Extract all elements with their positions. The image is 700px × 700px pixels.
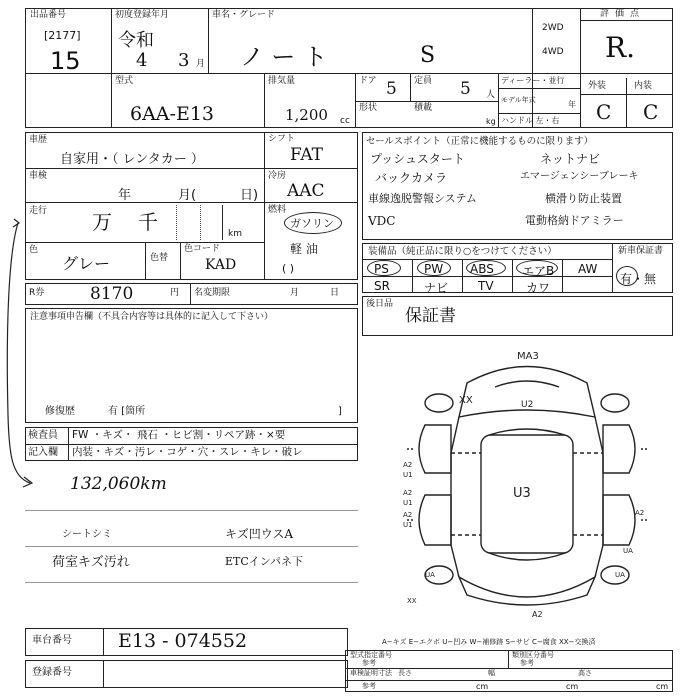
cm-unit: cm xyxy=(476,682,489,691)
col-line xyxy=(145,242,146,280)
shift-label: シフト xyxy=(268,134,296,144)
equip-navi: ナビ xyxy=(424,281,449,295)
col-line xyxy=(532,8,533,128)
load-label: 積載 xyxy=(414,103,433,113)
history-value: 自家用・（ レンタカー ） xyxy=(60,152,204,167)
diagram-mark: UA xyxy=(615,571,625,579)
diagram-mark: A2 xyxy=(403,511,413,519)
col-line xyxy=(508,650,509,668)
shape-label: 形状 xyxy=(359,103,378,113)
first-reg-era: 令和 xyxy=(118,30,154,51)
equip-tv: TV xyxy=(478,279,494,293)
col-line xyxy=(462,259,463,293)
col-line xyxy=(208,8,209,73)
equip-aw: AW xyxy=(578,262,598,276)
sales-point-item: 横滑り防止装置 xyxy=(545,192,622,205)
registration-frame xyxy=(25,660,348,688)
circle-abs xyxy=(466,260,506,276)
cooling-value: AAC xyxy=(287,181,325,201)
header-frame xyxy=(25,8,673,128)
repair-value: 有 [箇所 xyxy=(108,406,146,417)
sales-point-item: 電動格納ドアミラー xyxy=(525,214,624,227)
diagram-mark: UA xyxy=(425,571,435,579)
lot-no-label: 出品番号 xyxy=(30,10,67,20)
4wd-label: 4WD xyxy=(542,47,564,57)
recycle-value: 8170 xyxy=(90,284,134,304)
mileage-man: 万 xyxy=(92,210,112,234)
first-reg-year: 4 xyxy=(136,50,148,71)
eval-score: R. xyxy=(605,31,635,64)
circle-airbag xyxy=(516,260,558,276)
fuel-diesel: 軽 油 xyxy=(290,242,318,256)
type-value: 6AA-E13 xyxy=(130,103,214,125)
mileage-label: 走行 xyxy=(29,206,48,216)
note-line xyxy=(25,546,358,547)
hw-scratch: キズ凹ウスA xyxy=(225,527,294,541)
writer-label: 記入欄 xyxy=(28,447,58,458)
exterior-label: 外装 xyxy=(588,81,607,91)
eval-label: 評価点 xyxy=(600,9,646,19)
shift-value: FAT xyxy=(290,145,324,165)
diagram-mark: A2 xyxy=(403,461,413,469)
stock-no: [2177] xyxy=(44,29,81,42)
sales-point-item: プッシュスタート xyxy=(370,152,465,166)
equip-leather: カワ xyxy=(526,281,551,295)
col-line xyxy=(612,243,613,293)
fuel-other: ( ) xyxy=(282,262,295,275)
col-line xyxy=(111,8,112,128)
month-unit: 月 xyxy=(196,59,206,69)
col-line xyxy=(412,259,413,293)
exterior-grade: C xyxy=(596,100,612,124)
diagram-mark: U1 xyxy=(403,499,413,507)
door-label: ドア xyxy=(359,76,377,86)
col-line xyxy=(512,259,513,293)
yen-unit: 円 xyxy=(170,288,180,298)
chassis-label: 車台番号 xyxy=(32,635,72,646)
sales-point-item: ネットナビ xyxy=(540,152,601,166)
cert-frame xyxy=(345,650,673,692)
sales-point-item: エマージェンシーブレーキ xyxy=(520,171,639,182)
body-size-label: 車検証明寸法 xyxy=(350,669,392,677)
diagram-mark: XX xyxy=(459,395,473,406)
color-change-label: 色替 xyxy=(150,253,169,263)
diagram-mark: U1 xyxy=(403,471,413,479)
kg-unit: kg xyxy=(486,117,496,126)
row-line xyxy=(345,668,673,669)
inspector-label: 検査員 xyxy=(28,430,58,441)
cc-unit: cc xyxy=(340,116,350,126)
model-year-label: モデル年式 xyxy=(501,96,536,104)
diagram-mark: UA xyxy=(623,547,633,555)
cm-unit: cm xyxy=(656,682,669,691)
diagram-mark: XX xyxy=(407,597,417,605)
col-line xyxy=(562,259,563,293)
cell-line xyxy=(200,205,201,240)
type-label: 型式 xyxy=(115,76,134,86)
warranty-value: 有・無 xyxy=(620,272,657,286)
diagram-mark: MA3 xyxy=(517,351,539,362)
person-unit: 人 xyxy=(486,90,496,100)
note-line xyxy=(25,510,358,511)
name-change-day: 日 xyxy=(330,288,340,298)
col-line xyxy=(580,8,581,128)
notes-label: 注意事項申告欄（不具合内容等は具体的に記入して下さい） xyxy=(30,312,274,322)
damage-legend: A−キズ E−エクボ U−凹み W−補修跡 S−サビ C−腐食 XX−交換済 xyxy=(382,638,596,646)
width-label: 幅 xyxy=(488,669,495,677)
equipment-label: 装備品（純正品に限り○をつけてください） xyxy=(368,246,557,257)
row-line xyxy=(355,101,498,102)
warranty-circle xyxy=(616,266,638,286)
color-code-value: KAD xyxy=(205,257,237,273)
inspection-year: 年 xyxy=(118,188,132,203)
fuel-gas: ガソリン xyxy=(290,217,334,230)
row-line xyxy=(362,276,612,277)
fuel-gas-circle xyxy=(284,212,342,234)
sales-point-item: VDC xyxy=(368,214,396,228)
ref-label: 参考 xyxy=(362,682,376,690)
dealer-label: ディーラー・並行 xyxy=(501,76,565,85)
hw-mileage: 132,060km xyxy=(70,474,167,494)
col-line xyxy=(103,660,104,688)
header-divider xyxy=(25,73,673,74)
equip-sr: SR xyxy=(374,279,390,293)
fuel-label: 燃料 xyxy=(268,205,287,215)
inspection-month: 月( xyxy=(178,188,197,203)
col-line xyxy=(264,73,265,128)
inspector-row: FW ・キズ・ 飛石 ・ヒビ割・リペア跡・×要 xyxy=(72,429,286,441)
sales-point-item: バックカメラ xyxy=(375,171,448,185)
door-value: 5 xyxy=(386,79,397,99)
ref-label: 参考 xyxy=(520,659,534,667)
cooling-label: 冷房 xyxy=(268,171,287,181)
grade: S xyxy=(420,43,436,68)
row-line xyxy=(25,444,358,445)
cm-unit: cm xyxy=(566,682,579,691)
warranty-label: 新車保証書 xyxy=(618,246,664,256)
ref-label: 参考 xyxy=(362,659,376,667)
col-line xyxy=(103,628,104,656)
col-line xyxy=(264,132,265,280)
equip-ps: PS xyxy=(374,262,389,276)
sales-points-frame xyxy=(362,132,673,240)
hw-seat: シートシミ xyxy=(62,529,112,540)
row-line xyxy=(580,20,673,21)
col-line xyxy=(180,242,181,280)
note-line xyxy=(25,582,358,583)
row-line xyxy=(25,168,358,169)
equip-pw: PW xyxy=(424,262,444,276)
repair-label: 修復歴 xyxy=(45,406,75,417)
row-line xyxy=(345,680,673,681)
hw-cargo: 荷室キズ汚れ xyxy=(52,555,130,570)
after-docs-label: 後日品 xyxy=(366,299,394,309)
col-line xyxy=(626,78,627,128)
registration-label: 登録番号 xyxy=(32,667,72,678)
interior-grade: C xyxy=(643,100,659,124)
car-diagram xyxy=(395,345,660,620)
color-code-label: 色コード xyxy=(184,244,221,254)
km-unit: km xyxy=(228,229,242,239)
name-change-month: 月 xyxy=(290,288,300,298)
length-label: 長さ xyxy=(398,669,412,677)
color-label: 色 xyxy=(29,245,39,255)
row-line xyxy=(498,88,580,89)
circle-ps xyxy=(367,260,401,276)
circle-pw xyxy=(417,260,451,276)
col-line xyxy=(410,73,411,101)
mileage-sen: 千 xyxy=(138,210,158,234)
name-change-label: 名変期限 xyxy=(194,288,231,298)
height-label: 高さ xyxy=(578,669,592,677)
diagram-mark: A2 xyxy=(403,489,413,497)
chassis-value: E13 - 074552 xyxy=(118,630,248,652)
2wd-label: 2WD xyxy=(542,23,564,33)
diagram-mark: U1 xyxy=(403,521,413,529)
diagram-mark: A2 xyxy=(532,610,543,619)
equip-abs: ABS xyxy=(470,262,494,276)
diagram-mark: U3 xyxy=(513,486,531,501)
inspection-label: 車検 xyxy=(29,171,48,181)
recycle-frame xyxy=(25,283,358,305)
hw-etc: ETCインパネ下 xyxy=(225,555,304,568)
history-label: 車歴 xyxy=(29,135,48,145)
inspection-day: 日) xyxy=(240,188,259,203)
year-unit: 年 xyxy=(568,100,576,109)
first-reg-label: 初度登録年月 xyxy=(115,10,170,20)
cell-line xyxy=(176,205,177,240)
col-line xyxy=(190,283,191,305)
repair-close: ] xyxy=(338,406,342,417)
left-arrow xyxy=(0,215,40,495)
model-label: 車名・グレード xyxy=(212,10,276,20)
sales-points-label: セールスポイント（正常に機能するものに限ります） xyxy=(366,136,594,147)
displacement-value: 1,200 xyxy=(285,106,328,124)
recycle-label: R券 xyxy=(29,288,45,298)
cat-label: 類別区分番号 xyxy=(512,651,554,659)
color-value: グレー xyxy=(62,254,111,273)
interior-label: 内装 xyxy=(634,81,653,91)
col-line xyxy=(498,73,499,128)
row-line xyxy=(498,113,580,114)
first-reg-month: 3 xyxy=(178,50,190,71)
cell-line xyxy=(222,205,223,240)
equip-airbag: エアB xyxy=(522,264,555,278)
diagram-mark: A2 xyxy=(635,509,645,517)
cert-label: 型式指定番号 xyxy=(350,651,392,659)
model-name: ノート xyxy=(240,43,336,71)
writer-row: 内装・キズ・汚レ・コゲ・穴・スレ・キレ・破レ xyxy=(72,446,303,458)
lot-no: 15 xyxy=(50,47,81,75)
capacity-label: 定員 xyxy=(414,76,433,86)
after-docs-value: 保証書 xyxy=(405,306,456,326)
handle-label: ハンドル 左・右 xyxy=(501,116,560,125)
sales-point-item: 車線逸脱警報システム xyxy=(368,192,477,205)
diagram-mark: U2 xyxy=(521,400,534,410)
displacement-label: 排気量 xyxy=(268,76,296,86)
capacity-value: 5 xyxy=(460,79,471,99)
